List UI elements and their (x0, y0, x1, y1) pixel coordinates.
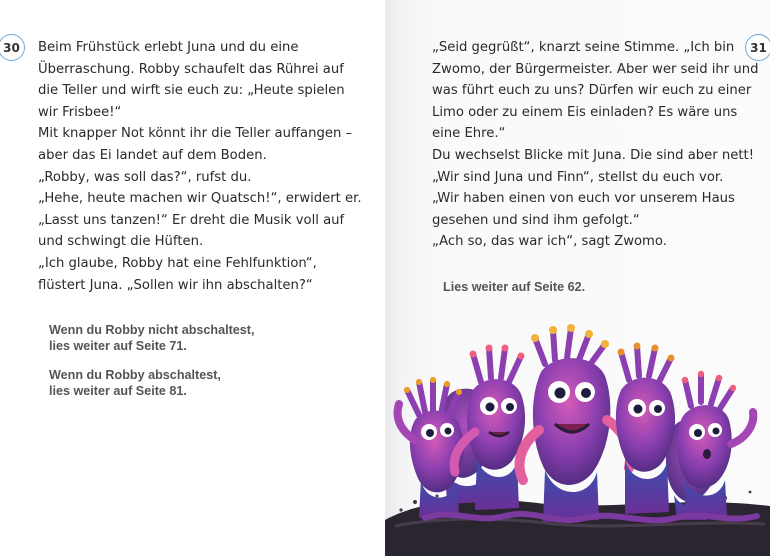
choice-switch-off (49, 367, 221, 399)
text-line: „Ich glaube, Robby hat eine Fehlfunktion“, (38, 255, 317, 271)
choice-line: Lies weiter auf Seite 62. (443, 280, 586, 294)
text-line: „Lasst uns tanzen!“ Er dreht die Musik voll auf (38, 212, 345, 228)
text-line: Du wechselst Blicke mit Juna. Die sind aber nett! (432, 147, 754, 163)
choice-line: lies weiter auf Seite 71. (49, 339, 187, 353)
choice-line: lies weiter auf Seite 81. (49, 384, 187, 398)
text-line: gesehen und sind ihm gefolgt.“ (432, 212, 640, 228)
text-line: flüstert Juna. „Sollen wir ihn abschalten?“ (38, 277, 313, 293)
choice-line: Wenn du Robby abschaltest, (49, 368, 221, 382)
text-line: Limo oder zu einem Eis einladen? Es wäre uns (432, 104, 738, 120)
text-line: Zwomo, der Bürgermeister. Aber wer seid ihr und (432, 61, 759, 77)
text-line: „Wir sind Juna und Finn“, stellst du euch vor. (432, 169, 724, 185)
choice-continue (443, 279, 585, 295)
text-line: „Ach so, das war ich“, sagt Zwomo. (432, 234, 667, 250)
text-line: „Hehe, heute machen wir Quatsch!“, erwidert er. (38, 191, 362, 207)
left-page-text (38, 37, 368, 296)
text-line: was führt euch zu uns? Dürfen wir euch zu einer (432, 83, 752, 99)
purple-alien-creatures-illustration (385, 320, 770, 556)
text-line: „Wir haben einen von euch vor unserem Haus (432, 191, 735, 207)
page-number-left: 30 (0, 34, 25, 61)
text-line: aber das Ei landet auf dem Boden. (38, 147, 267, 163)
page-number-right: 31 (745, 34, 770, 61)
text-line: Überraschung. Robby schaufelt das Rührei auf (38, 61, 344, 77)
text-line: wir Frisbee!“ (38, 104, 122, 120)
text-line: eine Ehre.“ (432, 126, 506, 142)
right-page (385, 0, 770, 556)
choice-line: Wenn du Robby nicht abschaltest, (49, 323, 255, 337)
choice-not-switch-off (49, 322, 255, 354)
text-line: und schwingt die Hüften. (38, 234, 204, 250)
text-line: „Seid gegrüßt“, knarzt seine Stimme. „Ich bin (432, 40, 735, 55)
text-line: Mit knapper Not könnt ihr die Teller auffangen – (38, 126, 353, 142)
text-line: Beim Frühstück erlebt Juna und du eine (38, 40, 299, 55)
text-line: „Robby, was soll das?“, rufst du. (38, 169, 252, 185)
text-line: die Teller und wirft sie euch zu: „Heute spielen (38, 83, 345, 99)
